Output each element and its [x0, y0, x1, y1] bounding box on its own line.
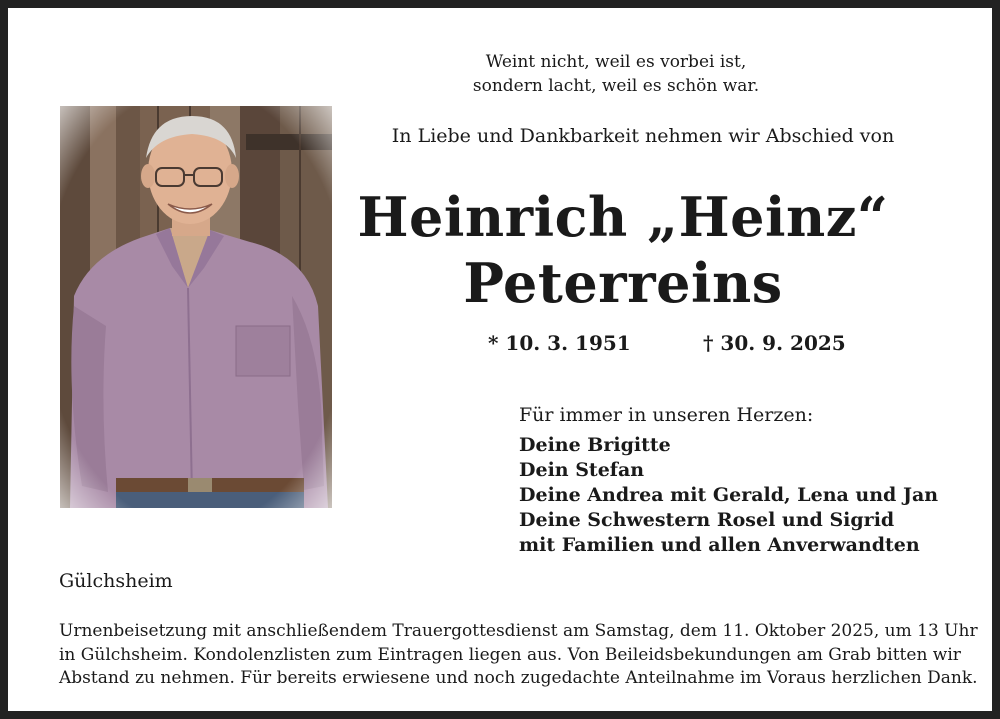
life-dates — [488, 331, 846, 355]
mourner-name: Deine Schwestern Rosel und Sigrid — [519, 509, 895, 531]
death-date: † 30. 9. 2025 — [703, 331, 846, 355]
place-name: Gülchsheim — [59, 570, 173, 592]
mourners-heading: Für immer in unseren Herzen: — [519, 404, 814, 426]
portrait-photo — [60, 106, 332, 508]
birth-date: * 10. 3. 1951 — [488, 331, 631, 355]
motto-quote — [416, 50, 816, 98]
deceased-name-line-2: Peterreins — [463, 251, 783, 315]
funeral-notice — [59, 620, 978, 691]
mourners-list — [519, 433, 938, 558]
mourner-name: mit Familien und allen Anverwandten — [519, 534, 920, 556]
motto-line-1: Weint nicht, weil es vorbei ist, — [485, 52, 747, 72]
notice-line-3: Abstand zu nehmen. Für bereits erwiesene und noch zugedachte Anteilnahme im Voraus herzlichen Dank. — [59, 668, 978, 688]
motto-line-2: sondern lacht, weil es schön war. — [472, 76, 760, 96]
mourner-name: Deine Brigitte — [519, 434, 671, 456]
deceased-name-line-1: Heinrich „Heinz“ — [357, 185, 889, 249]
notice-line-2: in Gülchsheim. Kondolenzlisten zum Eintragen liegen aus. Von Beileidsbekundungen am Grab bitten wir — [59, 644, 961, 665]
mourner-name: Dein Stefan — [519, 459, 645, 481]
mourner-name: Deine Andrea mit Gerald, Lena und Jan — [519, 484, 939, 506]
deceased-name — [338, 184, 908, 316]
notice-line-1: Urnenbeisetzung mit anschließendem Trauergottesdienst am Samstag, dem 11. Oktober 2025, um 13 Uhr — [59, 621, 978, 641]
intro-text: In Liebe und Dankbarkeit nehmen wir Abschied von — [391, 125, 895, 147]
